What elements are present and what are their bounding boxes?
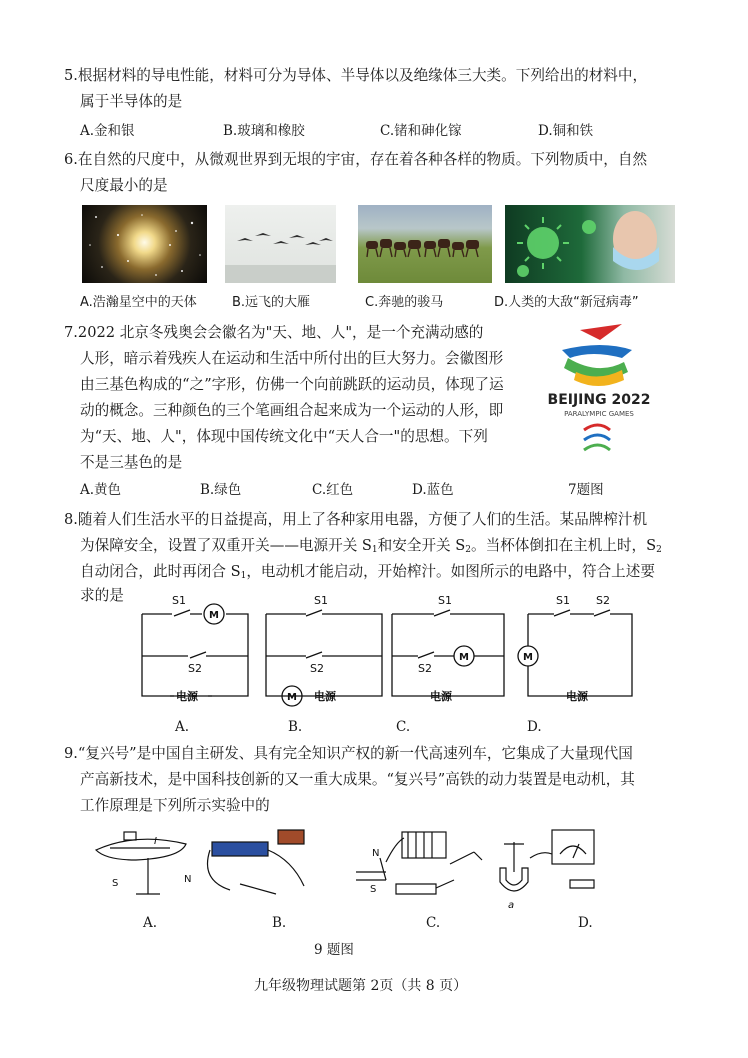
fig-c-north: N bbox=[372, 848, 380, 859]
circuit-a-motor: M bbox=[209, 610, 219, 621]
q7-stem-line2: 人形，暗示着残疾人在运动和生活中所付出的巨大努力。会徽图形 bbox=[80, 350, 504, 367]
circuit-c-motor: M bbox=[459, 652, 469, 663]
q8-circuit-diagrams bbox=[130, 588, 650, 718]
q7-stem-line6: 不是三基色的是 bbox=[80, 454, 183, 471]
experiment-a-oersted bbox=[96, 832, 186, 894]
q8-stem-line4: 求的是 bbox=[80, 587, 124, 604]
q6-option-a[interactable]: A.浩瀚星空中的天体 bbox=[80, 295, 197, 310]
q9-option-c[interactable]: C. bbox=[426, 915, 441, 931]
q5-option-c[interactable]: C.锗和砷化镓 bbox=[380, 123, 462, 139]
emblem-logo-text: BEIJING 2022 bbox=[547, 392, 651, 408]
circuit-c-s2: S2 bbox=[418, 662, 432, 675]
q7-option-b[interactable]: B.绿色 bbox=[200, 482, 242, 498]
paralympic-emblem bbox=[540, 322, 658, 464]
circuit-d-s1: S1 bbox=[556, 594, 570, 607]
circuit-d-power: 电源 bbox=[566, 690, 588, 703]
q7-option-a[interactable]: A.黄色 bbox=[80, 482, 122, 498]
circuit-a bbox=[142, 604, 248, 696]
emblem-sub-text: PARALYMPIC GAMES bbox=[564, 410, 634, 418]
q6-stem-line1: 6.在自然的尺度中，从微观世界到无垠的宇宙，存在着各种各样的物质。下列物质中，自然 bbox=[64, 151, 648, 168]
q9-stem-line3: 工作原理是下列所示实验中的 bbox=[80, 797, 270, 814]
q8-stem-line1: 8.随着人们生活水平的日益提高，用上了各种家用电器，方便了人们的生活。某品牌榨汁机 bbox=[64, 511, 648, 528]
q7-stem-line4: 动的概念。三种颜色的三个笔画组合起来成为一个运动的人形，即 bbox=[80, 402, 504, 419]
experiment-b-induction bbox=[208, 830, 305, 894]
q5-option-b[interactable]: B.玻璃和橡胶 bbox=[223, 123, 305, 139]
circuit-b-s1: S1 bbox=[314, 594, 328, 607]
circuit-c bbox=[392, 610, 504, 696]
q5-stem-line1: 5.根据材料的导电性能，材料可分为导体、半导体以及绝缘体三大类。下列给出的材料中， bbox=[64, 67, 648, 84]
q6-option-d[interactable]: D.人类的大敌“新冠病毒” bbox=[494, 295, 639, 310]
circuit-a-s1: S1 bbox=[172, 594, 186, 607]
experiment-d-generator bbox=[500, 830, 594, 891]
circuit-b-s2: S2 bbox=[310, 662, 324, 675]
circuit-d bbox=[518, 610, 632, 696]
q7-option-c[interactable]: C.红色 bbox=[312, 482, 354, 498]
q9-option-a[interactable]: A. bbox=[143, 915, 158, 931]
circuit-b-motor: M bbox=[287, 692, 297, 703]
q8-option-a[interactable]: A. bbox=[175, 719, 190, 735]
q7-stem-line5: 为“天、地、人"，体现中国传统文化中“天人合一"的思想。下列 bbox=[80, 428, 488, 445]
page-footer: 九年级物理试题第 2页（共 8 页） bbox=[254, 978, 468, 994]
circuit-a-s2: S2 bbox=[188, 662, 202, 675]
fig-a-current: I bbox=[154, 836, 157, 847]
circuit-c-s1: S1 bbox=[438, 594, 452, 607]
q9-stem-line2: 产高新技术，是中国科技创新的又一重大成果。“复兴号”高铁的动力装置是电动机，其 bbox=[80, 771, 635, 788]
fig-a-north: N bbox=[184, 874, 192, 885]
q9-experiment-figures bbox=[90, 822, 670, 912]
q8-stem-line2: 为保障安全，设置了双重开关——电源开关 $S_1$和安全开关 $S_2$。当杯体倒扣在主机上时，$S_2$ bbox=[80, 537, 662, 555]
q7-stem-line3: 由三基色构成的“之”字形，仿佛一个向前跳跃的运动员，体现了运 bbox=[80, 376, 504, 393]
q9-option-b[interactable]: B. bbox=[272, 915, 287, 931]
q7-option-d[interactable]: D.蓝色 bbox=[412, 482, 454, 498]
q9-option-d[interactable]: D. bbox=[578, 915, 593, 931]
circuit-d-s2: S2 bbox=[596, 594, 610, 607]
circuit-c-power: 电源 bbox=[430, 690, 452, 703]
q6-stem-line2: 尺度最小的是 bbox=[80, 177, 168, 194]
q8-option-c[interactable]: C. bbox=[396, 719, 411, 735]
q5-option-a[interactable]: A.金和银 bbox=[80, 123, 135, 139]
q8-option-d[interactable]: D. bbox=[527, 719, 542, 735]
circuit-d-motor: M bbox=[523, 652, 533, 663]
circuit-b-power: 电源 bbox=[314, 690, 336, 703]
flying-geese-photo bbox=[225, 205, 336, 283]
galloping-horses-photo bbox=[358, 205, 492, 283]
star-cluster-photo bbox=[82, 205, 207, 283]
q7-figure-caption: 7题图 bbox=[568, 482, 604, 498]
q5-option-d[interactable]: D.铜和铁 bbox=[538, 123, 594, 139]
q5-stem-line2: 属于半导体的是 bbox=[80, 93, 183, 110]
fig-d-a: a bbox=[508, 900, 515, 911]
q8-option-b[interactable]: B. bbox=[288, 719, 303, 735]
q9-stem-line1: 9.“复兴号”是中国自主研发、具有完全知识产权的新一代高速列车，它集成了大量现代国 bbox=[64, 745, 633, 762]
q6-option-c[interactable]: C.奔驰的骏马 bbox=[365, 295, 444, 310]
fig-a-south: S bbox=[112, 878, 119, 889]
q6-option-b[interactable]: B.远飞的大雁 bbox=[232, 295, 311, 310]
q8-stem-line3: 自动闭合，此时再闭合 $S_1$，电动机才能启动，开始榨汁。如图所示的电路中，符合上述要 bbox=[80, 563, 655, 581]
q7-stem-line1: 7.2022 北京冬残奥会会徽名为"天、地、人"，是一个充满动感的 bbox=[64, 324, 484, 341]
q9-figure-caption: 9 题图 bbox=[314, 942, 354, 958]
circuit-a-power: 电源 bbox=[176, 690, 198, 703]
coronavirus-mask-photo bbox=[505, 205, 675, 283]
fig-c-south: S bbox=[370, 884, 377, 895]
